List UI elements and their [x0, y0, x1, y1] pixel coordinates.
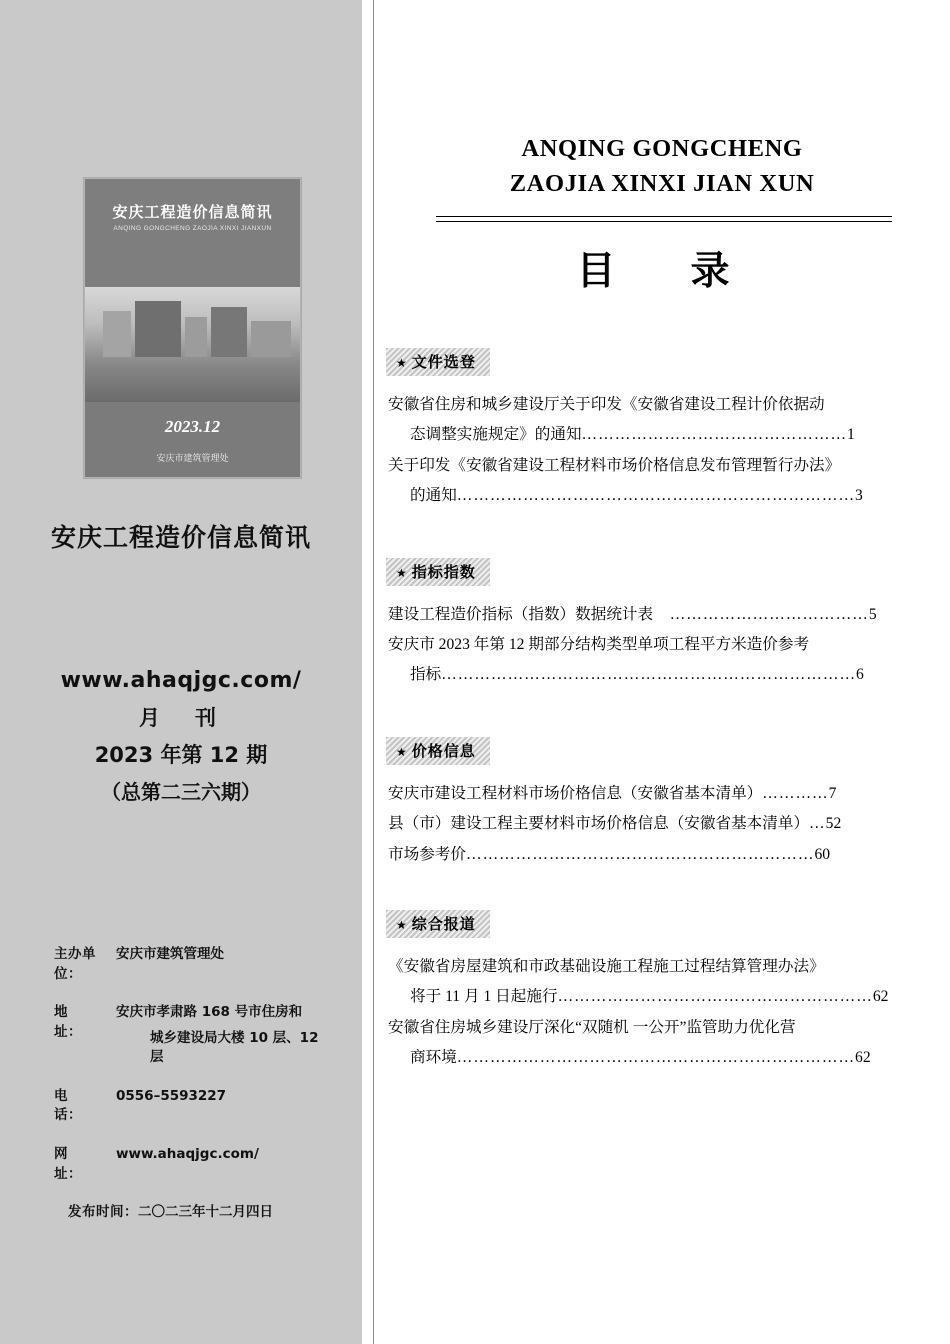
- entry-line2: 的通知: [410, 487, 457, 505]
- entry-line1: 市场参考价: [388, 845, 466, 863]
- toc-section-jiagexinxi: [374, 737, 950, 870]
- entry-line2-wrap: [388, 420, 938, 450]
- cover-info-panel: [0, 0, 362, 1344]
- entry-line2: 态调整实施规定》的通知: [410, 426, 582, 444]
- entry-line2-wrap: [388, 982, 938, 1012]
- entry-dots: …………………………………………………………………: [441, 666, 857, 684]
- section-label: 综合报道: [411, 915, 476, 934]
- entry-page: 6: [856, 666, 864, 684]
- entry-page: 60: [814, 845, 831, 863]
- entry-dots: ………………………………………………………………: [456, 487, 856, 505]
- magazine-frequency: 月 刊: [139, 706, 223, 730]
- toc-entry[interactable]: [388, 600, 938, 630]
- pubdate-label: 发布时间：: [68, 1204, 138, 1221]
- sponsor-value: 安庆市建筑管理处: [116, 946, 224, 962]
- toc-entry[interactable]: [388, 779, 938, 809]
- entry-dots: ………………………………………………………: [465, 845, 815, 863]
- entry-line2: 指标: [410, 666, 442, 684]
- header-title-en-line2: ZAOJIA XINXI JIAN XUN: [509, 169, 815, 197]
- entry-line1: 安徽省住房城乡建设厅深化“双随机 一公开”监管助力优化营: [388, 1018, 796, 1036]
- section-label: 文件选登: [411, 353, 476, 371]
- toc-entry[interactable]: [388, 1013, 938, 1074]
- cover-thumb-title-cn: 安庆工程造价信息简讯: [112, 203, 273, 221]
- cover-thumb-footer: [85, 402, 300, 477]
- header-title-cn: 目 录: [576, 249, 748, 294]
- entry-page: 62: [855, 1049, 871, 1067]
- entry-dots: …………………………………………: [581, 426, 848, 444]
- entry-dots: ………………………………………………………………: [456, 1049, 856, 1067]
- star-icon: ★: [396, 918, 408, 933]
- entry-dots: ………………………………: [653, 605, 869, 623]
- entry-line2: 商环境: [410, 1049, 457, 1067]
- contact-row-web: [54, 1145, 334, 1184]
- toc-entry[interactable]: [388, 630, 938, 691]
- star-icon: ★: [396, 356, 408, 370]
- header-title-en: [374, 132, 950, 202]
- section-header: [386, 737, 490, 765]
- contact-block: [54, 945, 334, 1223]
- entry-line2-wrap: [388, 1043, 938, 1073]
- toc-section-wenjianxuandeng: [374, 348, 950, 512]
- contact-row-phone: [54, 1087, 334, 1126]
- entry-page: 3: [855, 487, 863, 505]
- entry-page: 5: [868, 605, 877, 623]
- address-value: 安庆市孝肃路 168 号市住房和: [116, 1004, 303, 1021]
- entry-line1-wrap: [388, 840, 938, 870]
- entry-dots: …: [809, 815, 826, 833]
- cover-thumb-date: 2023.12: [164, 417, 221, 436]
- entry-page: 7: [828, 784, 837, 802]
- section-label: 指标指数: [411, 562, 476, 581]
- section-header: [386, 558, 490, 586]
- magazine-issue: 2023 年第 12 期: [94, 743, 268, 767]
- entry-line1: 安徽省住房和城乡建设厅关于印发《安徽省建设工程计价依据动: [388, 396, 825, 413]
- magazine-title: 安庆工程造价信息简讯: [50, 523, 311, 552]
- web-label: 网 址：: [54, 1145, 96, 1182]
- entry-line1: 建设工程造价指标（指数）数据统计表: [388, 605, 654, 623]
- cover-thumb-org: 安庆市建筑管理处: [156, 454, 229, 464]
- toc-entry[interactable]: [388, 451, 938, 512]
- entry-line1: 县（市）建设工程主要材料市场价格信息（安徽省基本清单）: [388, 815, 810, 833]
- contents-panel: [374, 0, 950, 1344]
- table-of-contents: [374, 348, 950, 1074]
- address-value-line2: 城乡建设局大楼 10 层、12 层: [150, 1029, 319, 1066]
- entry-line1-wrap: [388, 809, 938, 839]
- entry-line1: 关于印发《安徽省建设工程材料市场价格信息发布管理暂行办法》: [388, 456, 841, 474]
- contact-row-pubdate: [54, 1203, 334, 1223]
- magazine-website: www.ahaqjgc.com/: [60, 668, 302, 693]
- entry-line1: 安庆市 2023 年第 12 期部分结构类型单项工程平方米造价参考: [388, 636, 810, 654]
- toc-entry[interactable]: [388, 952, 938, 1013]
- toc-section-zhibiaozhishu: [374, 558, 950, 691]
- toc-entry[interactable]: [388, 390, 938, 451]
- section-entries: [374, 600, 950, 691]
- entry-page: 1: [847, 426, 855, 444]
- web-value[interactable]: www.ahaqjgc.com/: [116, 1145, 259, 1162]
- toc-entry[interactable]: [388, 840, 938, 870]
- entry-page: 52: [825, 815, 842, 833]
- entry-dots: …………: [762, 784, 829, 802]
- cover-thumbnail: [84, 178, 301, 478]
- section-header: [386, 910, 490, 938]
- cover-thumb-photo: [85, 287, 300, 402]
- address-label: 地 址：: [54, 1004, 96, 1040]
- pubdate-value: 二〇二三年十二月四日: [138, 1204, 273, 1221]
- magazine-meta: [0, 668, 362, 805]
- entry-dots: …………………………………………………: [557, 988, 873, 1006]
- sponsor-label: 主办单位：: [54, 946, 96, 982]
- cover-thumb-header: [85, 179, 300, 287]
- phone-value: 0556–5593227: [116, 1087, 227, 1104]
- header-rule: [436, 216, 892, 222]
- entry-line2-wrap: [388, 481, 938, 511]
- entry-line2: 将于 11 月 1 日起施行: [410, 988, 558, 1006]
- entry-page: 62: [872, 988, 889, 1006]
- entry-line1-wrap: [388, 600, 938, 630]
- contact-row-address: [54, 1003, 334, 1068]
- contact-row-sponsor: [54, 945, 334, 984]
- phone-label: 电 话：: [54, 1087, 96, 1124]
- cover-thumb-title-en: ANQING GONGCHENG ZAOJIA XINXI JIANXUN: [113, 225, 272, 232]
- toc-entry[interactable]: [388, 809, 938, 839]
- entry-line1: 安庆市建设工程材料市场价格信息（安徽省基本清单）: [388, 784, 763, 802]
- section-entries: [374, 779, 950, 870]
- magazine-total-issue: （总第二三六期）: [101, 780, 261, 804]
- header-title-en-line1: ANQING GONGCHENG: [521, 135, 803, 162]
- entry-line1: 《安徽省房屋建筑和市政基础设施工程施工过程结算管理办法》: [388, 958, 825, 976]
- star-icon: ★: [396, 744, 408, 759]
- star-icon: ★: [396, 565, 408, 580]
- section-entries: [374, 390, 950, 512]
- entry-line2-wrap: [388, 660, 938, 690]
- address-value-wrap: [116, 1003, 334, 1068]
- entry-line1-wrap: [388, 779, 938, 809]
- section-entries: [374, 952, 950, 1074]
- section-label: 价格信息: [411, 741, 476, 760]
- toc-section-zonghebaodao: [374, 910, 950, 1074]
- section-header: [386, 348, 490, 376]
